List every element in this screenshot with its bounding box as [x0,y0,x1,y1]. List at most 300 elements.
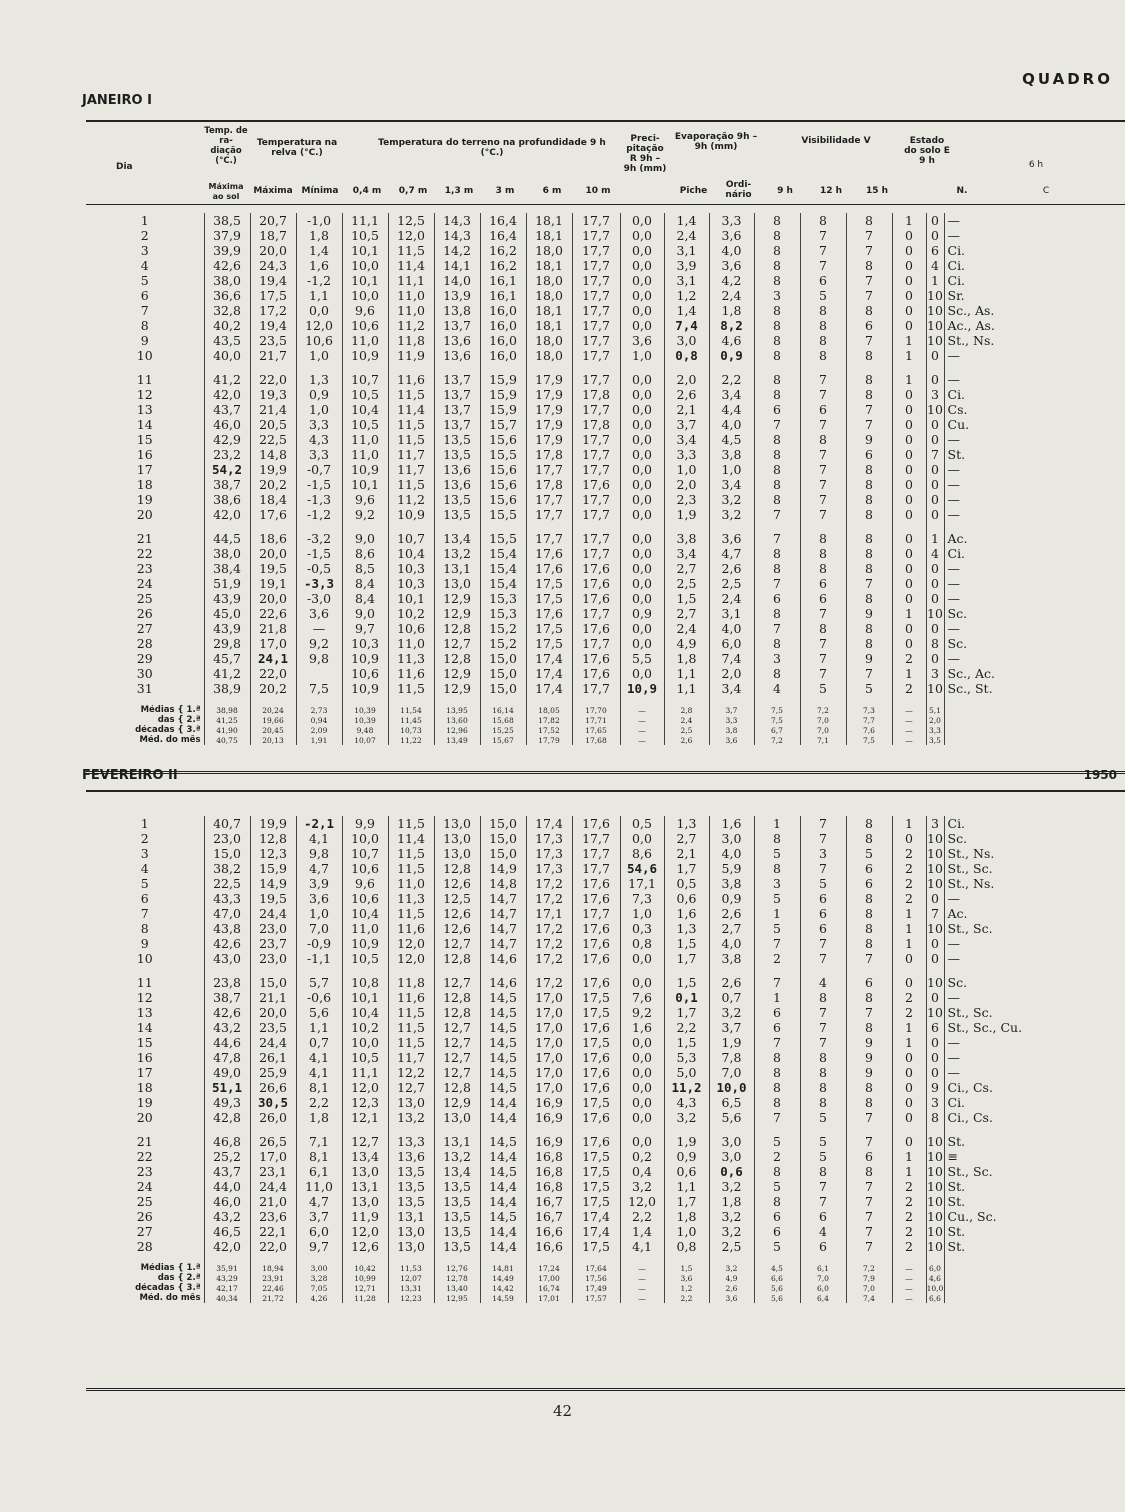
means-cell: 7,5 [846,735,892,745]
data-cell: 1,5 [664,1035,709,1050]
table-row [86,921,1022,936]
data-cell: 19,9 [250,462,296,477]
data-cell: 20,5 [250,417,296,432]
data-cell: 17,4 [572,1209,620,1224]
data-cell: 10,0 [342,831,388,846]
means-cell: 17,49 [572,1283,620,1293]
data-cell: 8 [754,462,800,477]
data-cell: 0 [926,462,944,477]
data-cell: 0,0 [620,273,664,288]
means-cell: 7,3 [846,705,892,715]
data-cell: 3,3 [664,447,709,462]
data-cell: 0,0 [620,621,664,636]
table-row [86,243,1020,258]
data-cell: 20,0 [250,546,296,561]
data-cell: 5 [754,891,800,906]
data-cell: 43,3 [204,891,250,906]
data-cell: 1 [754,816,800,831]
data-cell: 7 [846,417,892,432]
data-cell: 2,0 [664,477,709,492]
data-cell: 17,6 [572,561,620,576]
data-cell: 0 [926,936,944,951]
data-cell: 8,1 [296,1080,342,1095]
year-label: 1950 [1083,768,1117,782]
data-cell: — [944,348,1020,363]
means-cell: — [892,1293,926,1303]
data-cell: 12,9 [434,591,480,606]
data-cell: 7 [846,228,892,243]
data-cell: 5 [754,1134,800,1149]
data-cell: ≡ [944,1149,1022,1164]
data-cell: 5,3 [664,1050,709,1065]
data-cell: 12,5 [434,891,480,906]
data-cell: — [944,228,1020,243]
data-cell: 3 [754,876,800,891]
data-cell: 3,6 [296,891,342,906]
data-cell: 10 [927,1134,943,1149]
data-cell: 11,0 [342,333,388,348]
data-cell: 0 [892,432,926,447]
day-cell: 2 [140,228,149,243]
data-cell: 0,8 [664,1239,709,1254]
data-cell: 7 [800,651,846,666]
data-cell: 2,4 [664,621,709,636]
means-cell: 6,0 [800,1283,846,1293]
data-cell: 0,0 [620,561,664,576]
data-cell: 44,5 [204,531,250,546]
data-cell: 5 [754,921,800,936]
data-cell: 10 [927,333,943,348]
data-cell: 7 [800,243,846,258]
data-cell: 17,6 [572,1110,620,1125]
table-row [86,561,1020,576]
data-cell: 22,0 [250,666,296,681]
data-cell: 1,9 [664,507,709,522]
data-cell: -0,6 [296,990,342,1005]
means-cell: 5,6 [754,1293,800,1303]
data-cell: 0 [892,621,926,636]
data-cell: 13,3 [388,1134,434,1149]
data-cell: 38,7 [204,477,250,492]
means-cell: 22,46 [250,1283,296,1293]
data-cell: 8 [846,303,892,318]
data-cell: 11,0 [388,876,434,891]
data-cell: 14,9 [250,876,296,891]
data-cell: St. [944,1194,1022,1209]
data-cell: 0 [892,1095,926,1110]
data-cell: 14,4 [480,1179,526,1194]
data-cell: 38,4 [204,561,250,576]
data-cell: 2 [892,861,926,876]
means-cell: 17,64 [572,1263,620,1273]
data-cell: 0 [926,951,944,966]
data-cell: 11,4 [388,831,434,846]
means-cell: 17,01 [526,1293,572,1303]
data-cell: 14,0 [434,273,480,288]
data-cell: 12,7 [434,975,480,990]
data-cell: 9,8 [296,651,342,666]
data-cell: 13,5 [434,1209,480,1224]
data-cell: 8 [754,348,800,363]
data-cell: 17,8 [572,387,620,402]
data-cell: 3,0 [664,333,709,348]
data-cell: 3,1 [664,273,709,288]
data-cell: 17,4 [526,651,572,666]
data-cell: 17,6 [572,1134,620,1149]
data-cell: 8,1 [296,1149,342,1164]
data-cell: 0,0 [620,387,664,402]
data-cell: 17,0 [526,1005,572,1020]
data-cell: 5 [846,681,892,696]
data-cell: 11,7 [388,447,434,462]
data-cell: 43,9 [204,621,250,636]
data-cell: 0 [926,561,944,576]
data-cell: 5,0 [664,1065,709,1080]
table-row [86,831,1022,846]
data-cell: 8 [754,1050,800,1065]
data-cell: 10,2 [342,1020,388,1035]
means-row [86,715,1020,725]
data-cell: 6 [800,1239,846,1254]
data-cell: 6 [846,975,892,990]
table-row [86,1164,1022,1179]
data-cell: 2,5 [709,576,754,591]
data-cell: 0,9 [620,606,664,621]
data-cell: 12,7 [434,1020,480,1035]
data-cell: -0,9 [296,936,342,951]
data-cell: 8 [800,561,846,576]
data-cell: 12,9 [434,1095,480,1110]
means-row [86,1283,1022,1293]
data-cell: 16,2 [480,258,526,273]
data-cell: 14,2 [434,243,480,258]
data-cell: 2,6 [709,975,754,990]
data-cell: 2 [892,891,926,906]
data-cell: 17,3 [526,861,572,876]
day-cell: 12 [136,387,153,402]
data-cell: 23,5 [250,333,296,348]
data-cell: 8 [846,831,892,846]
data-cell: 17,5 [526,621,572,636]
data-cell: 10,3 [342,636,388,651]
data-cell: 0,0 [620,447,664,462]
data-cell: 10,6 [296,333,342,348]
data-cell: 13,7 [434,387,480,402]
means-cell: 7,0 [800,725,846,735]
data-cell: 17,6 [572,621,620,636]
day-cell: 16 [136,447,153,462]
means-cell: 2,5 [664,725,709,735]
data-cell: 2,2 [296,1095,342,1110]
data-cell: 5,6 [296,1005,342,1020]
means-label: das { 2.ª [157,1273,201,1283]
data-cell: — [944,1050,1022,1065]
data-cell: 29,8 [204,636,250,651]
data-cell: 7 [754,576,800,591]
data-cell: 11,1 [342,213,388,228]
data-cell: St. [944,1224,1022,1239]
month-title-fevereiro: FEVEREIRO II [82,768,178,783]
data-cell: 11,6 [388,921,434,936]
data-cell: 1 [892,1164,926,1179]
data-cell: 10 [927,1005,943,1020]
data-cell: 23,5 [250,1020,296,1035]
data-cell: 11,4 [388,258,434,273]
data-cell: 1,5 [664,936,709,951]
data-cell: 15,2 [480,621,526,636]
data-cell: 3,2 [664,1110,709,1125]
data-cell: 8 [800,546,846,561]
data-cell: 5 [800,1149,846,1164]
data-cell: 18,0 [526,243,572,258]
data-cell: 46,0 [204,417,250,432]
data-cell: 17,7 [572,213,620,228]
data-cell: 17,2 [526,975,572,990]
day-cell: 8 [140,921,149,936]
table-row [86,333,1020,348]
data-cell: St., Sc. [944,1164,1022,1179]
means-cell: 7,4 [846,1293,892,1303]
data-cell: 8 [846,372,892,387]
means-cell: 12,96 [434,725,480,735]
table-row [86,990,1022,1005]
day-cell: 13 [136,402,153,417]
data-cell: 23,6 [250,1209,296,1224]
data-cell: 8 [754,258,800,273]
fevereiro-table [86,816,1022,1303]
data-cell: 7 [800,507,846,522]
means-label: décadas { 3.ª [135,1283,201,1293]
data-cell: 0,0 [620,1065,664,1080]
data-cell: 0 [892,576,926,591]
data-cell: 15,6 [480,462,526,477]
data-cell: 15,5 [480,447,526,462]
data-cell: 3,4 [709,681,754,696]
data-cell: 0 [892,561,926,576]
data-cell: 11,5 [388,1005,434,1020]
means-cell: 3,6 [709,1293,754,1303]
data-cell: 13,6 [434,333,480,348]
data-cell: 18,1 [526,228,572,243]
data-cell: 8 [800,318,846,333]
data-cell: 42,0 [204,387,250,402]
data-cell: 8 [754,447,800,462]
means-cell: 2,2 [664,1293,709,1303]
data-cell: 13,2 [434,1149,480,1164]
data-cell: 5 [754,846,800,861]
data-cell: 13,5 [434,1194,480,1209]
table-row [86,1209,1022,1224]
header-estado: Estado do solo E 9 h [904,136,950,166]
data-cell: 6 [926,243,944,258]
data-cell: 8 [754,492,800,507]
means-cell: — [892,1283,926,1293]
data-cell: 10,2 [388,606,434,621]
header-maxima: Máxima [253,186,293,196]
data-cell: 7 [800,1194,846,1209]
data-cell: 8 [846,621,892,636]
data-cell: 17,7 [572,243,620,258]
data-cell: 19,9 [250,816,296,831]
data-cell: 2,7 [664,606,709,621]
means-cell: — [620,705,664,715]
data-cell: 2,7 [709,921,754,936]
data-cell: 7 [846,576,892,591]
data-cell: 17,2 [250,303,296,318]
means-cell: 17,00 [526,1273,572,1283]
data-cell: 2,2 [664,1020,709,1035]
data-cell: 2 [892,846,926,861]
data-cell: 0 [892,546,926,561]
data-cell: 11,0 [388,303,434,318]
day-cell: 31 [136,681,153,696]
data-cell: 8 [846,1095,892,1110]
data-cell: 17,4 [526,816,572,831]
data-cell: 0 [926,492,944,507]
data-cell: 10,9 [342,462,388,477]
data-cell: 12,9 [434,666,480,681]
data-cell: St. [944,1239,1022,1254]
table-row [86,636,1020,651]
data-cell: 19,3 [250,387,296,402]
day-cell: 29 [136,651,153,666]
means-cell: — [620,725,664,735]
data-cell: 0,0 [620,402,664,417]
data-cell: 16,9 [526,1110,572,1125]
data-cell: 1,9 [709,1035,754,1050]
means-cell: 18,94 [250,1263,296,1273]
data-cell: 4,0 [709,936,754,951]
data-cell: 7 [800,477,846,492]
data-cell: — [944,507,1020,522]
data-cell: 1 [892,348,926,363]
data-cell: 43,7 [204,402,250,417]
data-cell: 11,7 [388,462,434,477]
means-cell: 12,78 [434,1273,480,1283]
table-row [86,462,1020,477]
data-cell: 22,1 [250,1224,296,1239]
data-cell: 10,4 [342,906,388,921]
data-cell: Ci., Cs. [944,1080,1022,1095]
data-cell: 17,4 [572,1224,620,1239]
data-cell: 11,5 [388,243,434,258]
data-cell: Ci. [944,387,1020,402]
data-cell: 10 [927,1239,943,1254]
header-depth-4: 3 m [495,186,515,196]
header-dia: Dia [116,162,133,172]
data-cell: 1,0 [620,348,664,363]
data-cell: 8 [846,921,892,936]
data-cell: 13,0 [434,1110,480,1125]
data-cell: 13,5 [434,1179,480,1194]
header-depth-5: 6 m [542,186,562,196]
means-cell: 3,00 [296,1263,342,1273]
data-cell: 8 [800,213,846,228]
data-cell: — [944,372,1020,387]
data-cell: 10,9 [342,681,388,696]
data-cell: 12,8 [434,621,480,636]
data-cell: 17,5 [526,591,572,606]
data-cell: 3,1 [709,606,754,621]
data-cell: 11,5 [388,387,434,402]
data-cell: 13,8 [434,303,480,318]
data-cell: — [944,432,1020,447]
data-cell: 1,8 [296,228,342,243]
means-cell: 17,71 [572,715,620,725]
data-cell: 1,2 [664,288,709,303]
data-cell: 47,0 [204,906,250,921]
data-cell: -0,5 [296,561,342,576]
data-cell: 14,7 [480,936,526,951]
data-cell: 15,0 [480,831,526,846]
header-n: N. [956,186,968,196]
means-cell: 17,68 [572,735,620,745]
data-cell: 8 [754,432,800,447]
data-cell: 0,7 [296,1035,342,1050]
data-cell: 7 [926,906,944,921]
header-c: C [1042,186,1050,196]
means-cell: 3,6 [664,1273,709,1283]
header-depth-2: 0,7 m [398,186,428,196]
data-cell: 7 [800,258,846,273]
data-cell: 13,0 [434,846,480,861]
data-cell: 7 [846,1110,892,1125]
data-cell: 43,2 [204,1209,250,1224]
data-cell: 3,2 [709,492,754,507]
data-cell: 0 [892,1134,926,1149]
data-cell: 14,1 [434,258,480,273]
data-cell: 3 [800,846,846,861]
data-cell: 16,9 [526,1134,572,1149]
data-cell: 3,2 [709,1224,754,1239]
data-cell: 38,9 [204,681,250,696]
data-cell: 8 [800,333,846,348]
day-cell: 26 [136,606,153,621]
data-cell: -3,0 [296,591,342,606]
data-cell: 8 [846,546,892,561]
data-cell: 10,6 [342,861,388,876]
data-cell: 16,8 [526,1179,572,1194]
data-cell: 8 [846,348,892,363]
means-cell: 7,2 [754,735,800,745]
table-row [86,273,1020,288]
means-cell: 10,73 [388,725,434,735]
means-cell: 13,95 [434,705,480,715]
data-cell: 7 [800,462,846,477]
data-cell: 15,4 [480,561,526,576]
data-cell: 0,0 [620,417,664,432]
data-cell: 17,7 [572,372,620,387]
data-cell: 1,4 [664,303,709,318]
data-cell: 17,5 [572,1149,620,1164]
data-cell: 3,7 [709,1020,754,1035]
table-row [86,846,1022,861]
data-cell: 4,1 [296,831,342,846]
table-row [86,1110,1022,1125]
data-cell: 7 [754,1110,800,1125]
data-cell: 16,0 [480,318,526,333]
day-cell: 19 [136,1095,153,1110]
header-depth-1: 0,4 m [352,186,382,196]
data-cell: 17,7 [572,402,620,417]
data-cell: 0 [892,477,926,492]
data-cell: 17,6 [572,891,620,906]
means-cell: 41,90 [204,725,250,735]
data-cell: 4,0 [709,846,754,861]
data-cell: 0 [892,507,926,522]
data-cell: 17,7 [572,318,620,333]
data-cell: 2,0 [709,666,754,681]
